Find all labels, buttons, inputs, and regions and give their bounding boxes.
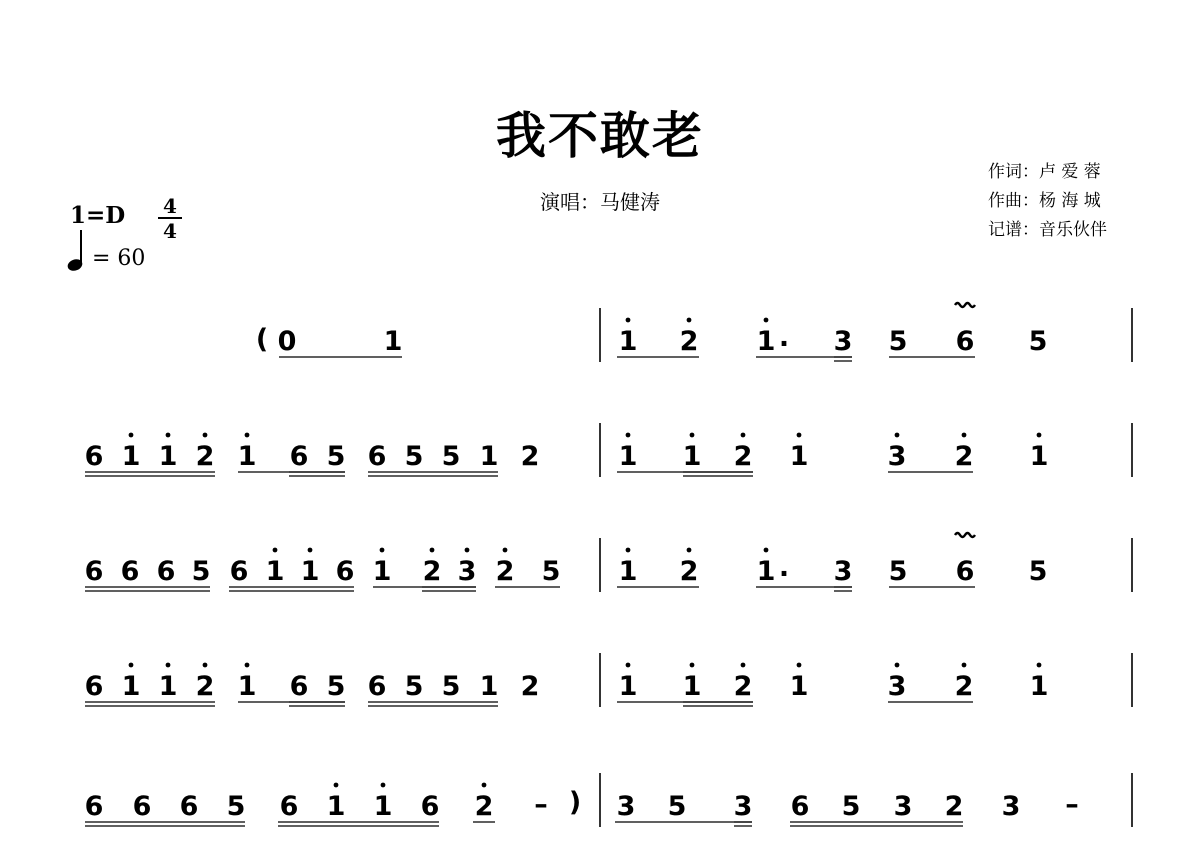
- note-4-1-3: 6: [790, 791, 810, 822]
- octave-dot-12: [962, 433, 967, 438]
- note-1-0-1: 1: [121, 441, 141, 472]
- open-paren: (: [255, 324, 269, 355]
- augmentation-dot-2: .: [778, 552, 790, 583]
- note-4-0-5: 1: [326, 791, 346, 822]
- octave-dot-16: [380, 548, 385, 553]
- octave-dot-35: [381, 783, 386, 788]
- note-4-1-6: 2: [944, 791, 964, 822]
- turn-ornament-icon: [955, 533, 975, 537]
- note-4-0-4: 6: [279, 791, 299, 822]
- octave-dot-21: [687, 548, 692, 553]
- sustain-dash-0: –: [534, 789, 548, 820]
- octave-dot-8: [690, 433, 695, 438]
- octave-dot-10: [797, 433, 802, 438]
- note-3-0-8: 5: [404, 671, 424, 702]
- note-4-0-1: 6: [132, 791, 152, 822]
- note-3-1-2: 2: [733, 671, 753, 702]
- octave-dot-19: [503, 548, 508, 553]
- close-paren: ): [568, 787, 582, 818]
- note-3-0-5: 6: [289, 671, 309, 702]
- octave-dot-29: [741, 663, 746, 668]
- note-3-0-10: 1: [479, 671, 499, 702]
- note-2-0-7: 6: [335, 556, 355, 587]
- note-0-1-4: 5: [888, 326, 908, 357]
- time-signature-numerator: 4: [163, 194, 177, 218]
- note-1-0-10: 1: [479, 441, 499, 472]
- note-1-1-2: 2: [733, 441, 753, 472]
- note-3-1-1: 1: [682, 671, 702, 702]
- note-4-0-3: 5: [226, 791, 246, 822]
- octave-dot-22: [764, 548, 769, 553]
- note-4-1-0: 3: [616, 791, 636, 822]
- note-3-0-2: 1: [158, 671, 178, 702]
- octave-dot-34: [334, 783, 339, 788]
- note-1-0-6: 5: [326, 441, 346, 472]
- octave-dot-18: [465, 548, 470, 553]
- note-1-0-9: 5: [441, 441, 461, 472]
- note-1-0-8: 5: [404, 441, 424, 472]
- octave-dot-15: [308, 548, 313, 553]
- note-1-1-6: 1: [1029, 441, 1049, 472]
- note-2-1-3: 3: [833, 556, 853, 587]
- octave-dot-2: [764, 318, 769, 323]
- note-1-0-11: 2: [520, 441, 540, 472]
- note-3-0-9: 5: [441, 671, 461, 702]
- note-2-1-2: 1: [756, 556, 776, 587]
- octave-dot-7: [626, 433, 631, 438]
- note-1-1-4: 3: [887, 441, 907, 472]
- note-3-0-11: 2: [520, 671, 540, 702]
- note-3-0-0: 6: [84, 671, 104, 702]
- augmentation-dot-0: .: [778, 322, 790, 353]
- note-2-0-11: 2: [495, 556, 515, 587]
- octave-dot-31: [895, 663, 900, 668]
- note-2-0-0: 6: [84, 556, 104, 587]
- note-1-0-7: 6: [367, 441, 387, 472]
- notation-credit: 记谱：音乐伙伴: [988, 220, 1107, 240]
- note-2-1-1: 2: [679, 556, 699, 587]
- note-0-1-6: 5: [1028, 326, 1048, 357]
- score-title: 我不敢老: [496, 106, 704, 165]
- note-0-1-5: 6: [955, 326, 975, 357]
- note-4-0-0: 6: [84, 791, 104, 822]
- note-2-1-6: 5: [1028, 556, 1048, 587]
- note-1-0-2: 1: [158, 441, 178, 472]
- note-1-0-0: 6: [84, 441, 104, 472]
- note-4-0-8: 2: [474, 791, 494, 822]
- note-4-1-5: 3: [893, 791, 913, 822]
- note-3-1-5: 2: [954, 671, 974, 702]
- note-2-1-0: 1: [618, 556, 638, 587]
- note-0-1-0: 1: [618, 326, 638, 357]
- note-4-1-7: 3: [1001, 791, 1021, 822]
- note-1-1-0: 1: [618, 441, 638, 472]
- note-3-0-1: 1: [121, 671, 141, 702]
- note-4-1-1: 5: [667, 791, 687, 822]
- note-3-0-7: 6: [367, 671, 387, 702]
- octave-dot-26: [245, 663, 250, 668]
- note-2-0-5: 1: [265, 556, 285, 587]
- octave-dot-30: [797, 663, 802, 668]
- note-3-0-6: 5: [326, 671, 346, 702]
- singer-credit: 演唱：马健涛: [540, 190, 660, 214]
- note-3-0-4: 1: [237, 671, 257, 702]
- note-4-1-4: 5: [841, 791, 861, 822]
- octave-dot-5: [203, 433, 208, 438]
- note-2-0-6: 1: [300, 556, 320, 587]
- octave-dot-11: [895, 433, 900, 438]
- time-signature-denominator: 4: [163, 219, 177, 243]
- note-2-0-12: 5: [541, 556, 561, 587]
- octave-dot-27: [626, 663, 631, 668]
- note-2-0-4: 6: [229, 556, 249, 587]
- composer-credit: 作曲：杨 海 城: [988, 191, 1101, 211]
- octave-dot-0: [626, 318, 631, 323]
- note-2-0-2: 6: [156, 556, 176, 587]
- note-2-1-4: 5: [888, 556, 908, 587]
- octave-dot-9: [741, 433, 746, 438]
- key-signature: 1=D: [70, 202, 126, 229]
- note-3-1-3: 1: [789, 671, 809, 702]
- octave-dot-32: [962, 663, 967, 668]
- note-4-0-7: 6: [420, 791, 440, 822]
- note-0-1-2: 1: [756, 326, 776, 357]
- sustain-dash-1: –: [1065, 789, 1079, 820]
- octave-dot-1: [687, 318, 692, 323]
- note-2-0-3: 5: [191, 556, 211, 587]
- octave-dot-14: [273, 548, 278, 553]
- note-4-0-6: 1: [373, 791, 393, 822]
- note-2-1-5: 6: [955, 556, 975, 587]
- note-0-0-0: 0: [277, 326, 297, 357]
- note-1-0-4: 1: [237, 441, 257, 472]
- note-2-0-10: 3: [457, 556, 477, 587]
- note-2-0-1: 6: [120, 556, 140, 587]
- note-3-1-0: 1: [618, 671, 638, 702]
- note-1-1-5: 2: [954, 441, 974, 472]
- note-1-0-3: 2: [195, 441, 215, 472]
- octave-dot-3: [129, 433, 134, 438]
- note-3-0-3: 2: [195, 671, 215, 702]
- note-3-1-6: 1: [1029, 671, 1049, 702]
- octave-dot-36: [482, 783, 487, 788]
- note-0-0-1: 1: [383, 326, 403, 357]
- octave-dot-4: [166, 433, 171, 438]
- note-1-1-3: 1: [789, 441, 809, 472]
- octave-dot-20: [626, 548, 631, 553]
- note-0-1-1: 2: [679, 326, 699, 357]
- octave-dot-24: [166, 663, 171, 668]
- turn-ornament-icon: [955, 303, 975, 307]
- note-1-1-1: 1: [682, 441, 702, 472]
- lyricist-credit: 作词：卢 爱 蓉: [988, 162, 1101, 182]
- octave-dot-33: [1037, 663, 1042, 668]
- note-1-0-5: 6: [289, 441, 309, 472]
- octave-dot-13: [1037, 433, 1042, 438]
- octave-dot-28: [690, 663, 695, 668]
- octave-dot-25: [203, 663, 208, 668]
- note-0-1-3: 3: [833, 326, 853, 357]
- note-3-1-4: 3: [887, 671, 907, 702]
- octave-dot-23: [129, 663, 134, 668]
- note-2-0-9: 2: [422, 556, 442, 587]
- tempo-marking: = 60: [92, 246, 146, 271]
- note-2-0-8: 1: [372, 556, 392, 587]
- octave-dot-6: [245, 433, 250, 438]
- note-4-0-2: 6: [179, 791, 199, 822]
- octave-dot-17: [430, 548, 435, 553]
- note-4-1-2: 3: [733, 791, 753, 822]
